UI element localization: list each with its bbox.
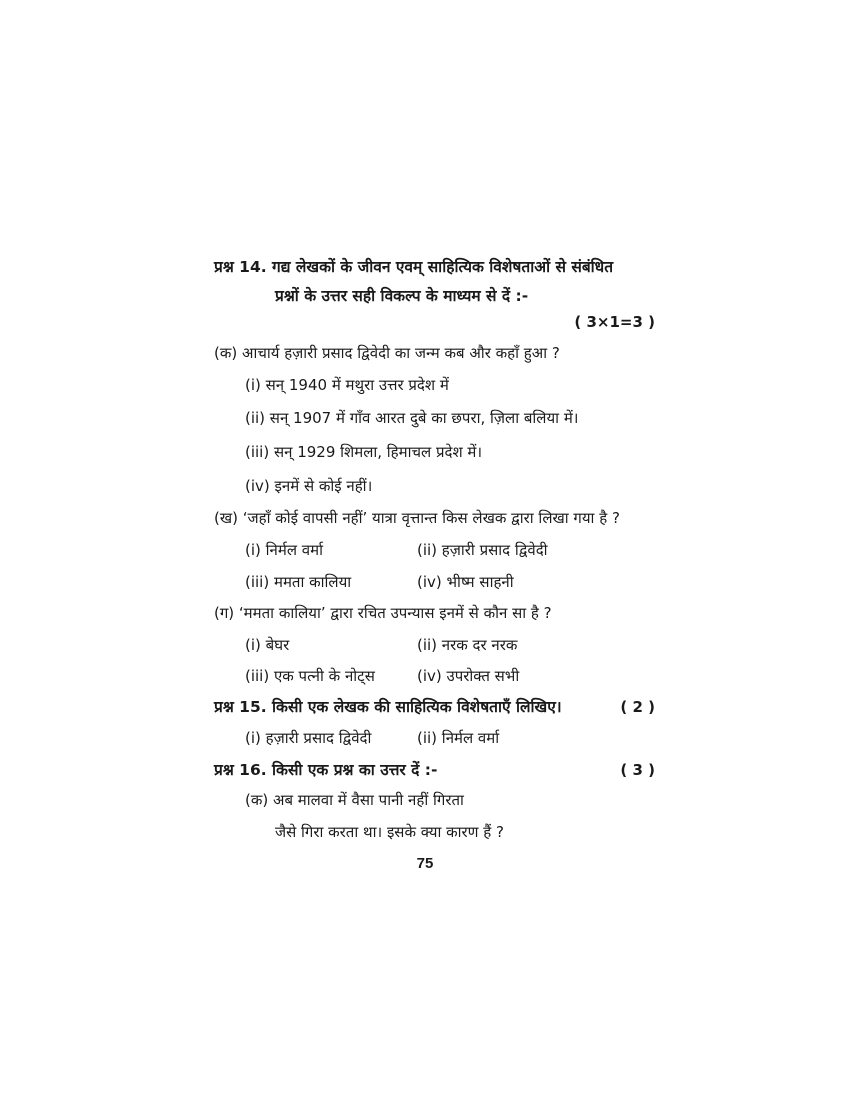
q16-marks: ( 3 ) <box>620 761 655 779</box>
q14c-question: (ग) ‘ममता कालिया’ द्वारा रचित उपन्यास इनमें से कौन सा है ? <box>214 604 552 622</box>
q14c-option-4: (iv) उपरोक्त सभी <box>417 667 520 685</box>
q14a-option-1: (i) सन् 1940 में मथुरा उत्तर प्रदेश में <box>245 376 449 394</box>
q15-option-2: (ii) निर्मल वर्मा <box>417 729 500 747</box>
q14a-option-2: (ii) सन् 1907 में गाँव आरत दुबे का छपरा, ज़िला बलिया में। <box>245 409 579 427</box>
q14-heading-line2: प्रश्नों के उत्तर सही विकल्प के माध्यम से दें :- <box>275 287 529 305</box>
q15-heading: प्रश्न 15. किसी एक लेखक की साहित्यिक विशेषताएँ लिखिए। <box>214 698 562 716</box>
page-number: 75 <box>416 855 434 872</box>
q14-marks: ( 3×1=3 ) <box>574 313 655 331</box>
q14c-option-1: (i) बेघर <box>245 636 290 654</box>
q14c-option-3: (iii) एक पत्नी के नोट्स <box>245 667 375 685</box>
q14a-option-4: (iv) इनमें से कोई नहीं। <box>245 477 373 495</box>
q14b-option-1: (i) निर्मल वर्मा <box>245 541 323 559</box>
q14-heading-line1: प्रश्न 14. गद्य लेखकों के जीवन एवम् साहित्यिक विशेषताओं से संबंधित <box>214 258 614 276</box>
q14b-option-2: (ii) हज़ारी प्रसाद द्विवेदी <box>417 541 548 559</box>
q14b-option-4: (iv) भीष्म साहनी <box>417 573 514 591</box>
q15-marks: ( 2 ) <box>620 698 655 716</box>
q14a-option-3: (iii) सन् 1929 शिमला, हिमाचल प्रदेश में। <box>245 443 483 461</box>
q16-heading: प्रश्न 16. किसी एक प्रश्न का उत्तर दें :- <box>214 761 438 779</box>
q14c-option-2: (ii) नरक दर नरक <box>417 636 518 654</box>
q16a-line2: जैसे गिरा करता था। इसके क्या कारण हैं ? <box>275 823 504 841</box>
q15-option-1: (i) हज़ारी प्रसाद द्विवेदी <box>245 729 372 747</box>
q16a-line1: (क) अब मालवा में वैसा पानी नहीं गिरता <box>245 791 464 809</box>
q14a-question: (क) आचार्य हज़ारी प्रसाद द्विवेदी का जन्म कब और कहाँ हुआ ? <box>214 344 560 362</box>
q14b-option-3: (iii) ममता कालिया <box>245 573 352 591</box>
q14b-question: (ख) ‘जहाँ कोई वापसी नहीं’ यात्रा वृत्तान्त किस लेखक द्वारा लिखा गया है ? <box>214 509 620 527</box>
